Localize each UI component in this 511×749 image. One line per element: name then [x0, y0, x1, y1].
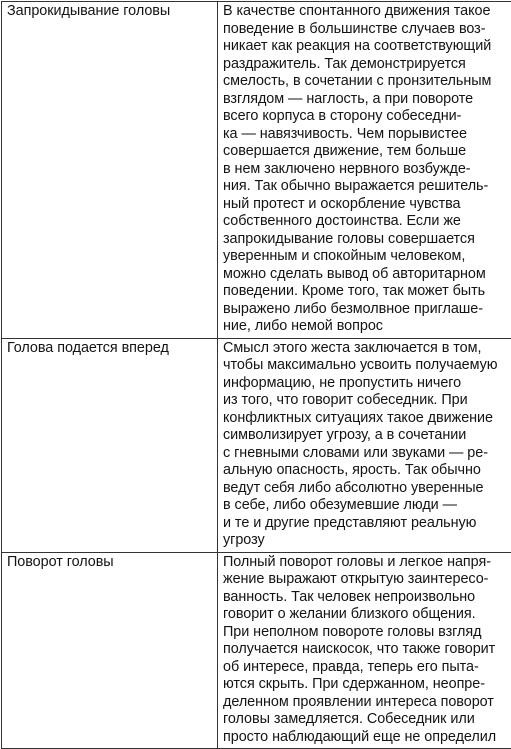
description-line: ние, либо немой вопрос — [223, 318, 511, 336]
description-line: ния. Так обычно выражается решитель- — [223, 178, 511, 196]
description-line: головы замедляется. Собеседник или — [223, 711, 511, 729]
term-cell — [2, 552, 218, 749]
description-line: информацию, не пропустить ничего — [223, 375, 511, 393]
description-line: из того, что говорит собеседник. При — [223, 392, 511, 410]
description-line: в нем заключено нервного возбужде- — [223, 161, 511, 179]
term-text: Поворот головы — [7, 554, 213, 572]
description-line: с гневными словами или звуками — ре- — [223, 445, 511, 463]
description-cell — [218, 552, 511, 749]
description-line: взглядом — наглость, а при повороте — [223, 91, 511, 109]
description-line: запрокидывание головы совершается — [223, 231, 511, 249]
description-line: альную опасность, ярость. Так обычно — [223, 462, 511, 480]
description-line: и те и другие представляют реальную — [223, 515, 511, 533]
description-line: поведение в большинстве случаев воз- — [223, 21, 511, 39]
table-row — [2, 2, 511, 339]
description-line: деленном проявлении интереса поворот — [223, 694, 511, 712]
description-line: в себе, либо обезумевшие люди — — [223, 497, 511, 515]
description-line: Полный поворот головы и легкое напря- — [223, 554, 511, 572]
description-line: ка — навязчивость. Чем порывистее — [223, 126, 511, 144]
description-line: получается наискосок, что также говорит — [223, 641, 511, 659]
description-line: чтобы максимально усвоить получаемую — [223, 357, 511, 375]
term-cell — [2, 2, 218, 339]
description-line: В качестве спонтанного движения такое — [223, 3, 511, 21]
description-line: ются скрыть. При сдержанном, неопре- — [223, 676, 511, 694]
description-line: ведут себя либо абсолютно уверенные — [223, 480, 511, 498]
description-line: можно сделать вывод об авторитарном — [223, 266, 511, 284]
description-line: конфликтных ситуациях такое движение — [223, 410, 511, 428]
gesture-table — [1, 1, 511, 749]
table-row — [2, 338, 511, 552]
description-line: угрозу — [223, 532, 511, 550]
description-line: просто наблюдающий еще не определил — [223, 729, 511, 747]
description-line: говорит о желании близкого общения. — [223, 606, 511, 624]
term-text: Запрокидывание головы — [7, 3, 213, 21]
description-line: совершается движение, тем больше — [223, 143, 511, 161]
description-line: всего корпуса в сторону собеседни- — [223, 108, 511, 126]
description-line: раздражитель. Так демонстрируется — [223, 56, 511, 74]
description-cell — [218, 2, 511, 339]
description-line: уверенным и спокойным человеком, — [223, 248, 511, 266]
description-line: жение выражают открытую заинтересо- — [223, 571, 511, 589]
description-line: смелость, в сочетании с пронзительным — [223, 73, 511, 91]
term-cell — [2, 338, 218, 552]
description-line: При неполном повороте головы взгляд — [223, 624, 511, 642]
description-line: об интересе, правда, теперь его пыта- — [223, 659, 511, 677]
description-line: символизирует угрозу, а в сочетании — [223, 427, 511, 445]
term-text: Голова подается вперед — [7, 340, 213, 358]
description-cell — [218, 338, 511, 552]
description-line: собственного достоинства. Если же — [223, 213, 511, 231]
description-line: выражено либо безмолвное приглаше- — [223, 301, 511, 319]
description-line: ванность. Так человек непроизвольно — [223, 589, 511, 607]
description-line: никает как реакция на соответствующий — [223, 38, 511, 56]
description-line: ный протест и оскорбление чувства — [223, 196, 511, 214]
description-line: поведении. Кроме того, так может быть — [223, 283, 511, 301]
description-line: Смысл этого жеста заключается в том, — [223, 340, 511, 358]
table-row — [2, 552, 511, 749]
